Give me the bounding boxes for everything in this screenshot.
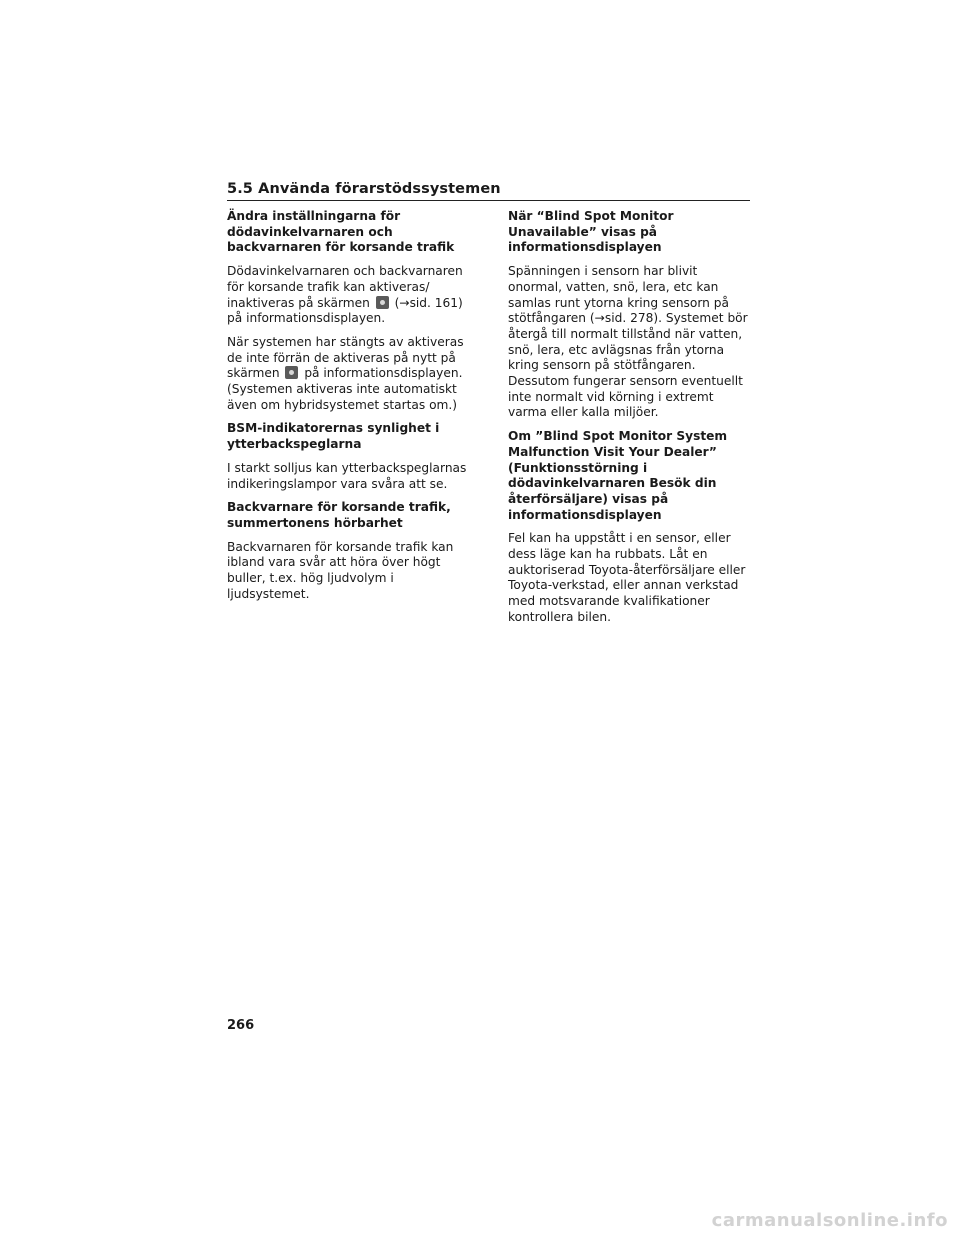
- paragraph-activate-text-a: Dödavinkelvarnaren och backvarnaren för korsande trafik kan aktiveras/ inaktiveras på skärmen: [227, 264, 463, 310]
- page-number: 266: [227, 1018, 255, 1033]
- paragraph-sunlight: I starkt solljus kan ytterbackspeglarnas indikeringslampor vara svåra att se.: [227, 460, 467, 491]
- watermark: carmanualsonline.info: [711, 1210, 948, 1231]
- paragraph-malfunction: Fel kan ha uppstått i en sensor, eller dess läge kan ha rubbats. Låt en auktoriserad Toyota-återförsäljare eller Toyota-verkstad, eller annan verkstad med motsvarande kvalifikationer kontrollera bilen.: [508, 531, 746, 624]
- left-column: [227, 209, 471, 610]
- heading-change-settings: Ändra inställningarna för dödavinkelvarnaren och backvarnaren för korsande trafik: [227, 209, 455, 255]
- paragraph-unavailable: Spänningen i sensorn har blivit onormal, vatten, snö, lera, etc kan samlas runt ytorna kring sensorn på stötfångaren (→sid. 278). Systemet bör återgå till normalt tillstånd när vatten, snö, lera, etc avlägsnas från ytorna kring sensorn på stötfångaren. Dessutom fungerar sensorn eventuellt inte normalt vid körning i extremt varma eller kalla miljöer.: [508, 264, 748, 420]
- paragraph-activate: [227, 264, 471, 327]
- settings-icon: [285, 366, 298, 379]
- heading-buzzer: Backvarnare för korsande trafik, summertonens hörbarhet: [227, 500, 451, 530]
- paragraph-deactivated-text-a: När systemen har stängts av aktiveras de inte förrän de aktiveras på nytt på skärmen: [227, 334, 464, 381]
- heading-unavailable: När “Blind Spot Monitor Unavailable” visas på informationsdisplayen: [508, 209, 674, 255]
- paragraph-deactivated: [227, 335, 471, 414]
- heading-bsm-visibility: BSM-indikatorernas synlighet i ytterbackspeglarna: [227, 421, 440, 452]
- paragraph-buzzer: Backvarnaren för korsande trafik kan ibland vara svår att höra över högt buller, t.ex. hög ljudvolym i ljudsystemet.: [227, 539, 454, 601]
- right-column: [508, 209, 752, 634]
- section-title: 5.5 Använda förarstödssystemen: [227, 181, 501, 197]
- settings-icon: [376, 296, 389, 309]
- heading-malfunction: Om ”Blind Spot Monitor System Malfunction Visit Your Dealer” (Funktionsstörning i dödavinkelvarnaren Besök din återförsäljare) visas på informationsdisplayen: [508, 429, 728, 522]
- paragraph-deactivated-text-b: på informationsdisplayen. (Systemen aktiveras inte automatiskt även om hybridsystemet startas om.): [227, 366, 463, 412]
- section-header: [227, 178, 750, 201]
- paragraph-activate-text-b: (→sid. 161) på informationsdisplayen.: [227, 295, 463, 326]
